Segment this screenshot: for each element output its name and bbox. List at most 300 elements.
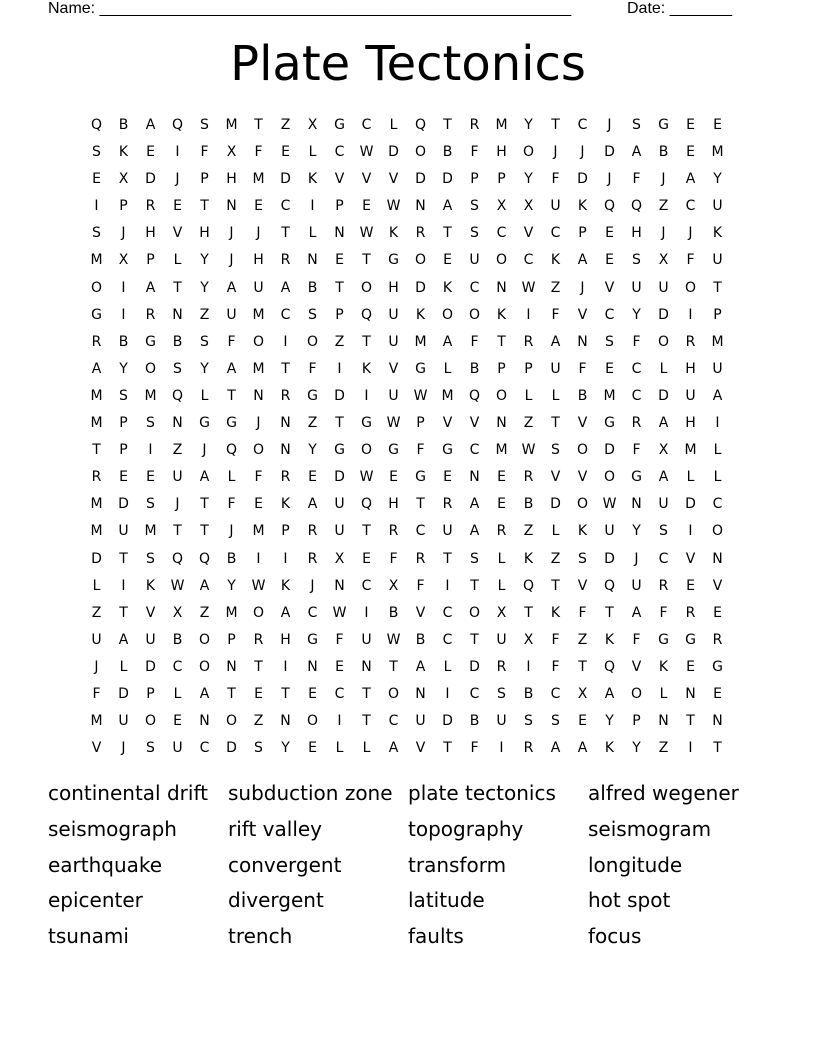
grid-letter[interactable]: N	[226, 658, 237, 675]
grid-letter[interactable]: F	[470, 740, 479, 757]
grid-letter[interactable]: V	[145, 604, 156, 621]
grid-letter[interactable]: K	[280, 496, 291, 513]
grid-letter[interactable]: X	[658, 252, 669, 269]
grid-letter[interactable]: B	[172, 631, 183, 648]
grid-letter[interactable]: D	[226, 740, 237, 757]
grid-letter[interactable]: E	[578, 713, 587, 730]
grid-letter[interactable]: L	[551, 387, 560, 404]
grid-letter[interactable]: P	[281, 523, 290, 540]
grid-letter[interactable]: O	[603, 469, 616, 486]
grid-letter[interactable]: A	[415, 658, 426, 675]
grid-letter[interactable]: M	[414, 333, 427, 350]
grid-letter[interactable]: N	[280, 442, 291, 459]
grid-letter[interactable]: Z	[523, 415, 534, 432]
grid-letter[interactable]: Y	[200, 252, 209, 269]
grid-letter[interactable]: C	[469, 685, 480, 702]
grid-letter[interactable]: O	[252, 442, 265, 459]
grid-letter[interactable]: C	[550, 685, 561, 702]
grid-letter[interactable]: Q	[171, 387, 184, 404]
grid-letter[interactable]: E	[686, 144, 695, 161]
grid-letter[interactable]: G	[334, 117, 345, 133]
grid-letter[interactable]: D	[388, 144, 399, 161]
grid-letter[interactable]: Q	[171, 117, 184, 133]
grid-letter[interactable]: J	[661, 171, 666, 188]
grid-letter[interactable]: O	[441, 306, 454, 323]
grid-letter[interactable]: W	[602, 496, 617, 513]
grid-letter[interactable]: N	[415, 685, 426, 702]
grid-letter[interactable]: I	[121, 577, 126, 594]
grid-letter[interactable]: J	[94, 658, 99, 675]
grid-letter[interactable]: V	[685, 550, 696, 567]
grid-letter[interactable]: N	[253, 387, 264, 404]
grid-letter[interactable]: Y	[524, 117, 533, 133]
grid-letter[interactable]: O	[252, 604, 265, 621]
grid-letter[interactable]: I	[337, 713, 342, 730]
grid-letter[interactable]: R	[631, 415, 642, 432]
grid-letter[interactable]: V	[577, 306, 588, 323]
grid-letter[interactable]: I	[121, 306, 126, 323]
grid-letter[interactable]: Y	[200, 279, 209, 296]
grid-letter[interactable]: M	[90, 496, 103, 513]
grid-letter[interactable]: C	[469, 442, 480, 459]
grid-letter[interactable]: R	[442, 496, 453, 513]
grid-letter[interactable]: D	[442, 713, 453, 730]
grid-letter[interactable]: S	[92, 144, 101, 161]
grid-letter[interactable]: F	[308, 360, 317, 377]
grid-letter[interactable]: W	[359, 225, 374, 242]
grid-letter[interactable]: B	[226, 550, 237, 567]
grid-letter[interactable]: K	[118, 144, 129, 161]
grid-letter[interactable]: V	[361, 171, 372, 188]
grid-letter[interactable]: O	[360, 279, 373, 296]
grid-letter[interactable]: S	[632, 117, 641, 133]
grid-letter[interactable]: Q	[414, 117, 427, 133]
grid-letter[interactable]: J	[607, 117, 612, 133]
grid-letter[interactable]: O	[495, 387, 508, 404]
grid-letter[interactable]: F	[551, 306, 560, 323]
grid-letter[interactable]: O	[144, 360, 157, 377]
grid-letter[interactable]: D	[469, 658, 480, 675]
grid-letter[interactable]: E	[173, 198, 182, 215]
grid-letter[interactable]: V	[442, 415, 453, 432]
grid-letter[interactable]: D	[145, 171, 156, 188]
grid-letter[interactable]: F	[92, 685, 101, 702]
grid-letter[interactable]: A	[604, 685, 615, 702]
grid-letter[interactable]: X	[118, 171, 129, 188]
grid-letter[interactable]: G	[361, 415, 372, 432]
grid-letter[interactable]: Z	[577, 631, 588, 648]
grid-letter[interactable]: F	[632, 631, 641, 648]
grid-letter[interactable]: L	[443, 360, 452, 377]
grid-letter[interactable]: B	[523, 685, 534, 702]
grid-letter[interactable]: O	[495, 252, 508, 269]
grid-letter[interactable]: L	[173, 252, 182, 269]
grid-letter[interactable]: M	[684, 442, 697, 459]
grid-letter[interactable]: G	[145, 333, 156, 350]
grid-letter[interactable]: X	[523, 631, 534, 648]
grid-letter[interactable]: X	[334, 550, 345, 567]
grid-letter[interactable]: D	[604, 442, 615, 459]
grid-letter[interactable]: L	[713, 469, 722, 486]
grid-letter[interactable]: C	[631, 387, 642, 404]
grid-letter[interactable]: R	[253, 631, 264, 648]
grid-letter[interactable]: F	[227, 333, 236, 350]
grid-letter[interactable]: P	[119, 442, 128, 459]
grid-letter[interactable]: M	[252, 306, 265, 323]
grid-letter[interactable]: U	[388, 333, 399, 350]
grid-letter[interactable]: T	[119, 550, 128, 567]
grid-letter[interactable]: O	[576, 442, 589, 459]
grid-letter[interactable]: A	[280, 279, 291, 296]
grid-letter[interactable]: U	[712, 360, 723, 377]
grid-letter[interactable]: K	[523, 550, 534, 567]
grid-letter[interactable]: A	[469, 496, 480, 513]
grid-letter[interactable]: T	[362, 252, 371, 269]
grid-letter[interactable]: T	[254, 658, 263, 675]
grid-letter[interactable]: L	[659, 360, 668, 377]
grid-letter[interactable]: S	[308, 306, 317, 323]
grid-letter[interactable]: T	[362, 333, 371, 350]
grid-letter[interactable]: K	[145, 577, 156, 594]
grid-letter[interactable]: V	[550, 469, 561, 486]
grid-letter[interactable]: U	[631, 279, 642, 296]
grid-letter[interactable]: X	[577, 685, 588, 702]
grid-letter[interactable]: U	[145, 631, 156, 648]
grid-letter[interactable]: H	[685, 415, 696, 432]
grid-letter[interactable]: S	[524, 713, 533, 730]
grid-letter[interactable]: Y	[200, 360, 209, 377]
grid-letter[interactable]: M	[252, 360, 265, 377]
grid-letter[interactable]: I	[499, 740, 504, 757]
grid-letter[interactable]: S	[659, 523, 668, 540]
grid-letter[interactable]: A	[199, 469, 210, 486]
grid-letter[interactable]: D	[118, 496, 129, 513]
grid-letter[interactable]: I	[445, 577, 450, 594]
grid-letter[interactable]: V	[172, 225, 183, 242]
grid-letter[interactable]: B	[577, 387, 588, 404]
grid-letter[interactable]: U	[631, 577, 642, 594]
grid-letter[interactable]: V	[388, 171, 399, 188]
grid-letter[interactable]: N	[226, 198, 237, 215]
grid-letter[interactable]: R	[280, 387, 291, 404]
grid-letter[interactable]: A	[145, 279, 156, 296]
grid-letter[interactable]: L	[659, 685, 668, 702]
grid-letter[interactable]: O	[306, 713, 319, 730]
grid-letter[interactable]: J	[175, 171, 180, 188]
grid-letter[interactable]: S	[146, 740, 155, 757]
grid-letter[interactable]: I	[283, 333, 288, 350]
grid-letter[interactable]: G	[388, 442, 399, 459]
grid-letter[interactable]: M	[144, 523, 157, 540]
grid-letter[interactable]: D	[658, 306, 669, 323]
grid-letter[interactable]: S	[146, 496, 155, 513]
grid-letter[interactable]: C	[415, 523, 426, 540]
grid-letter[interactable]: I	[526, 306, 531, 323]
grid-letter[interactable]: T	[362, 685, 371, 702]
grid-letter[interactable]: B	[415, 631, 426, 648]
grid-letter[interactable]: H	[280, 631, 291, 648]
grid-letter[interactable]: H	[199, 225, 210, 242]
grid-letter[interactable]: Y	[632, 740, 641, 757]
grid-letter[interactable]: W	[413, 387, 428, 404]
grid-letter[interactable]: T	[443, 117, 452, 133]
grid-letter[interactable]: Y	[605, 713, 614, 730]
grid-letter[interactable]: U	[712, 198, 723, 215]
grid-letter[interactable]: T	[551, 415, 560, 432]
grid-letter[interactable]: U	[550, 198, 561, 215]
grid-letter[interactable]: V	[577, 469, 588, 486]
grid-letter[interactable]: F	[227, 496, 236, 513]
grid-letter[interactable]: K	[712, 225, 723, 242]
grid-letter[interactable]: B	[469, 713, 480, 730]
grid-letter[interactable]: I	[364, 387, 369, 404]
grid-letter[interactable]: I	[283, 550, 288, 567]
grid-letter[interactable]: T	[281, 225, 290, 242]
grid-letter[interactable]: P	[524, 360, 533, 377]
grid-letter[interactable]: O	[684, 279, 697, 296]
grid-letter[interactable]: K	[361, 360, 372, 377]
grid-letter[interactable]: R	[496, 658, 507, 675]
grid-letter[interactable]: C	[658, 550, 669, 567]
grid-letter[interactable]: P	[713, 306, 722, 323]
grid-letter[interactable]: G	[226, 415, 237, 432]
grid-letter[interactable]: C	[442, 604, 453, 621]
grid-letter[interactable]: W	[170, 577, 185, 594]
grid-letter[interactable]: F	[659, 604, 668, 621]
grid-letter[interactable]: D	[118, 685, 129, 702]
grid-letter[interactable]: M	[225, 604, 238, 621]
grid-letter[interactable]: C	[523, 252, 534, 269]
grid-letter[interactable]: U	[334, 496, 345, 513]
grid-letter[interactable]: L	[308, 225, 317, 242]
grid-letter[interactable]: T	[551, 117, 560, 133]
grid-letter[interactable]: I	[337, 360, 342, 377]
grid-letter[interactable]: Z	[199, 604, 210, 621]
grid-letter[interactable]: E	[92, 171, 101, 188]
grid-letter[interactable]: R	[415, 225, 426, 242]
grid-letter[interactable]: Y	[713, 171, 722, 188]
grid-letter[interactable]: Z	[523, 523, 534, 540]
grid-letter[interactable]: N	[469, 469, 480, 486]
grid-letter[interactable]: Z	[91, 604, 102, 621]
grid-letter[interactable]: R	[415, 550, 426, 567]
grid-letter[interactable]: Y	[524, 171, 533, 188]
grid-letter[interactable]: A	[577, 740, 588, 757]
grid-letter[interactable]: K	[442, 279, 453, 296]
grid-letter[interactable]: I	[688, 523, 693, 540]
grid-letter[interactable]: J	[310, 577, 315, 594]
grid-letter[interactable]: F	[200, 144, 209, 161]
grid-letter[interactable]: D	[442, 171, 453, 188]
grid-letter[interactable]: L	[335, 740, 344, 757]
grid-letter[interactable]: G	[307, 631, 318, 648]
grid-letter[interactable]: U	[685, 387, 696, 404]
grid-letter[interactable]: T	[362, 713, 371, 730]
grid-letter[interactable]: I	[688, 306, 693, 323]
grid-letter[interactable]: J	[121, 225, 126, 242]
grid-letter[interactable]: P	[335, 306, 344, 323]
grid-letter[interactable]: N	[415, 198, 426, 215]
grid-letter[interactable]: E	[119, 469, 128, 486]
grid-letter[interactable]: R	[523, 740, 534, 757]
grid-letter[interactable]: U	[415, 713, 426, 730]
grid-letter[interactable]: C	[631, 360, 642, 377]
grid-letter[interactable]: X	[496, 198, 507, 215]
grid-letter[interactable]: R	[523, 469, 534, 486]
grid-letter[interactable]: R	[280, 469, 291, 486]
grid-letter[interactable]: V	[631, 658, 642, 675]
grid-letter[interactable]: L	[362, 740, 371, 757]
grid-letter[interactable]: W	[521, 279, 536, 296]
grid-letter[interactable]: D	[658, 387, 669, 404]
grid-letter[interactable]: G	[415, 360, 426, 377]
grid-letter[interactable]: T	[497, 333, 506, 350]
grid-letter[interactable]: B	[307, 279, 318, 296]
grid-letter[interactable]: I	[175, 144, 180, 161]
grid-letter[interactable]: Z	[307, 415, 318, 432]
grid-letter[interactable]: M	[144, 387, 157, 404]
grid-letter[interactable]: W	[386, 198, 401, 215]
grid-letter[interactable]: T	[227, 387, 236, 404]
grid-letter[interactable]: W	[251, 577, 266, 594]
grid-letter[interactable]: E	[713, 685, 722, 702]
grid-letter[interactable]: D	[604, 550, 615, 567]
grid-letter[interactable]: E	[497, 496, 506, 513]
grid-letter[interactable]: U	[226, 306, 237, 323]
grid-letter[interactable]: U	[550, 360, 561, 377]
grid-letter[interactable]: F	[389, 550, 398, 567]
grid-letter[interactable]: D	[604, 144, 615, 161]
grid-letter[interactable]: S	[632, 252, 641, 269]
grid-letter[interactable]: S	[146, 550, 155, 567]
grid-letter[interactable]: V	[334, 171, 345, 188]
grid-letter[interactable]: E	[146, 144, 155, 161]
grid-letter[interactable]: O	[90, 279, 103, 296]
grid-letter[interactable]: N	[712, 713, 723, 730]
grid-letter[interactable]: M	[495, 117, 508, 133]
grid-letter[interactable]: K	[604, 740, 615, 757]
grid-letter[interactable]: C	[172, 658, 183, 675]
grid-letter[interactable]: C	[280, 306, 291, 323]
grid-letter[interactable]: B	[658, 144, 669, 161]
grid-letter[interactable]: G	[712, 658, 723, 675]
grid-letter[interactable]: M	[90, 252, 103, 269]
grid-letter[interactable]: O	[630, 685, 643, 702]
grid-letter[interactable]: S	[119, 387, 128, 404]
grid-letter[interactable]: E	[605, 252, 614, 269]
grid-letter[interactable]: A	[307, 496, 318, 513]
grid-letter[interactable]: D	[415, 171, 426, 188]
grid-letter[interactable]: T	[119, 604, 128, 621]
grid-letter[interactable]: H	[631, 225, 642, 242]
grid-letter[interactable]: E	[146, 469, 155, 486]
grid-letter[interactable]: J	[580, 279, 585, 296]
grid-letter[interactable]: F	[416, 442, 425, 459]
grid-letter[interactable]: U	[91, 631, 102, 648]
grid-letter[interactable]: C	[280, 198, 291, 215]
grid-letter[interactable]: E	[389, 469, 398, 486]
grid-letter[interactable]: D	[550, 496, 561, 513]
grid-letter[interactable]: U	[469, 252, 480, 269]
grid-letter[interactable]: N	[685, 685, 696, 702]
grid-letter[interactable]: Z	[280, 117, 291, 133]
grid-letter[interactable]: T	[470, 631, 479, 648]
grid-letter[interactable]: C	[307, 604, 318, 621]
grid-letter[interactable]: U	[442, 523, 453, 540]
grid-letter[interactable]: H	[388, 279, 399, 296]
grid-letter[interactable]: A	[442, 333, 453, 350]
grid-letter[interactable]: A	[631, 604, 642, 621]
grid-letter[interactable]: R	[523, 333, 534, 350]
grid-letter[interactable]: L	[497, 577, 506, 594]
grid-letter[interactable]: D	[145, 658, 156, 675]
grid-letter[interactable]: S	[146, 415, 155, 432]
grid-letter[interactable]: R	[307, 523, 318, 540]
grid-letter[interactable]: G	[631, 469, 642, 486]
grid-letter[interactable]: O	[225, 713, 238, 730]
grid-letter[interactable]: A	[226, 360, 237, 377]
grid-letter[interactable]: F	[632, 333, 641, 350]
grid-letter[interactable]: B	[118, 333, 129, 350]
grid-letter[interactable]: K	[658, 658, 669, 675]
grid-letter[interactable]: U	[658, 496, 669, 513]
grid-letter[interactable]: Y	[281, 740, 290, 757]
grid-letter[interactable]: S	[254, 740, 263, 757]
grid-letter[interactable]: T	[578, 658, 587, 675]
grid-letter[interactable]: C	[550, 225, 561, 242]
grid-letter[interactable]: F	[578, 604, 587, 621]
grid-letter[interactable]: G	[388, 252, 399, 269]
grid-letter[interactable]: J	[229, 523, 234, 540]
grid-letter[interactable]: K	[307, 171, 318, 188]
grid-letter[interactable]: J	[229, 252, 234, 269]
grid-letter[interactable]: F	[632, 171, 641, 188]
grid-letter[interactable]: M	[90, 387, 103, 404]
grid-letter[interactable]: H	[145, 225, 156, 242]
grid-letter[interactable]: D	[334, 469, 345, 486]
grid-letter[interactable]: B	[118, 117, 129, 133]
grid-letter[interactable]: E	[335, 658, 344, 675]
grid-letter[interactable]: C	[334, 685, 345, 702]
grid-letter[interactable]: W	[386, 631, 401, 648]
grid-letter[interactable]: X	[307, 117, 318, 133]
grid-letter[interactable]: U	[388, 387, 399, 404]
grid-letter[interactable]: M	[225, 117, 238, 133]
grid-letter[interactable]: T	[605, 604, 614, 621]
grid-letter[interactable]: P	[146, 685, 155, 702]
grid-letter[interactable]: J	[256, 415, 261, 432]
grid-letter[interactable]: L	[443, 658, 452, 675]
grid-letter[interactable]: V	[469, 415, 480, 432]
grid-letter[interactable]: M	[603, 387, 616, 404]
grid-letter[interactable]: X	[523, 198, 534, 215]
grid-letter[interactable]: V	[604, 279, 615, 296]
grid-letter[interactable]: H	[388, 496, 399, 513]
grid-letter[interactable]: F	[551, 171, 560, 188]
grid-letter[interactable]: C	[199, 740, 210, 757]
grid-letter[interactable]: O	[468, 306, 481, 323]
grid-letter[interactable]: I	[148, 442, 153, 459]
grid-letter[interactable]: A	[550, 333, 561, 350]
grid-letter[interactable]: S	[605, 333, 614, 350]
grid-letter[interactable]: X	[226, 144, 237, 161]
grid-letter[interactable]: V	[415, 740, 426, 757]
grid-letter[interactable]: F	[686, 252, 695, 269]
grid-letter[interactable]: L	[308, 144, 317, 161]
grid-letter[interactable]: I	[256, 550, 261, 567]
grid-letter[interactable]: T	[227, 685, 236, 702]
grid-letter[interactable]: T	[173, 279, 182, 296]
